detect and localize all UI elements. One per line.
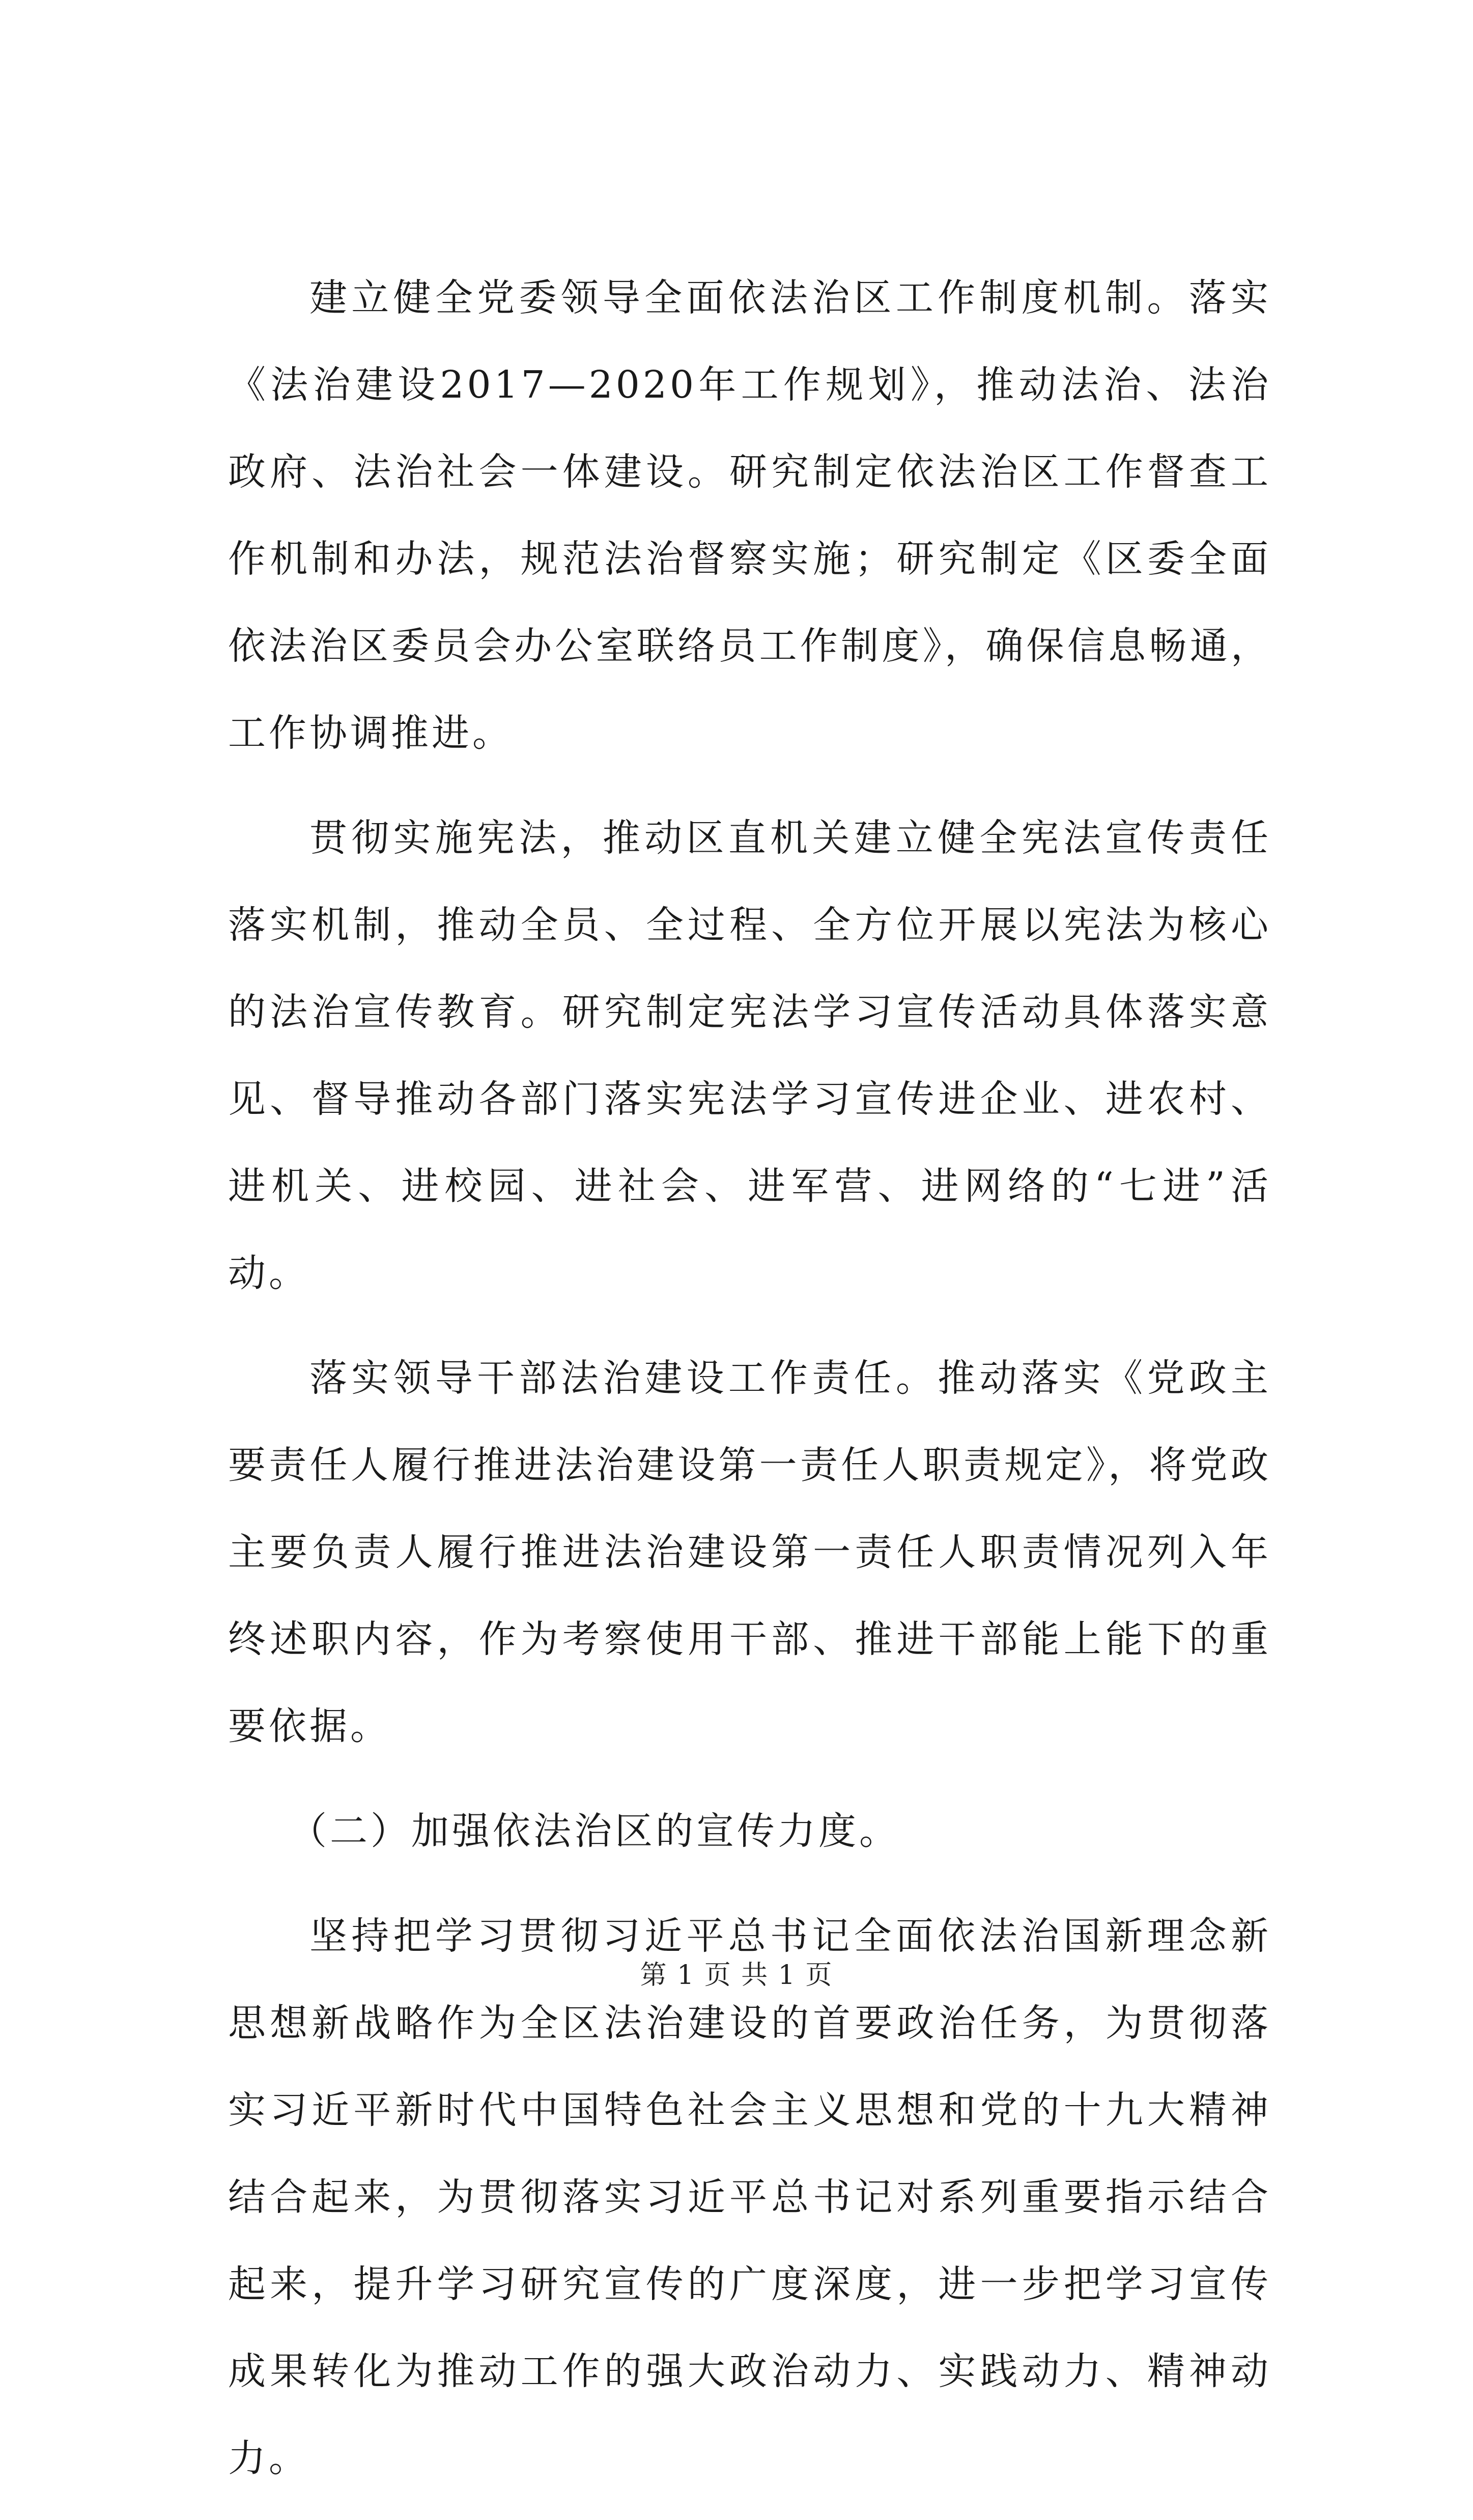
section-heading: （二）加强依法治区的宣传力度。 bbox=[289, 1809, 900, 1853]
page-footer: 第 1 页 共 1 页 bbox=[640, 1960, 833, 1991]
paragraph-institution-mechanism: 建立健全党委领导全面依法治区工作制度机制。落实《法治建设2017—2020年工作规划》，推动法治、法治政府、法治社会一体建设。研究制定依法治区工作督查工作机制和办法，规范法治督察实施；研究制定《区委全面依法治区委员会办公室联络员工作制度》，确保信息畅通，工作协调推进。 bbox=[228, 276, 1271, 755]
paragraph-leadership-responsibility: 落实领导干部法治建设工作责任。推动落实《党政主要责任人履行推进法治建设第一责任人职责规定》，将党政主要负责人履行推进法治建设第一责任人职责情况列入年终述职内容，作为考察使用干部、推进干部能上能下的重要依据。 bbox=[228, 1356, 1271, 1748]
paragraph-constitution-implementation: 贯彻实施宪法，推动区直机关建立健全宪法宣传责任落实机制，推动全员、全过程、全方位开展以宪法为核心的法治宣传教育。研究制定宪法学习宣传活动具体落实意见、督导推动各部门落实宪法学习宣传进企业、进农村、进机关、进校园、进社会、进军营、进网络的“七进”活动。 bbox=[228, 816, 1271, 1295]
document-body bbox=[228, 255, 1271, 2520]
paragraph-publicity-study: 坚持把学习贯彻习近平总书记全面依法治国新理念新思想新战略作为全区法治建设的首要政治任务，为贯彻落实习近平新时代中国特色社会主义思想和党的十九大精神结合起来，为贯彻落实习近平总书记对系列重要指示结合起来，提升学习研究宣传的广度深度，进一步把学习宣传成果转化为推动工作的强大政治动力、实践动力、精神动力。 bbox=[228, 1914, 1271, 2480]
